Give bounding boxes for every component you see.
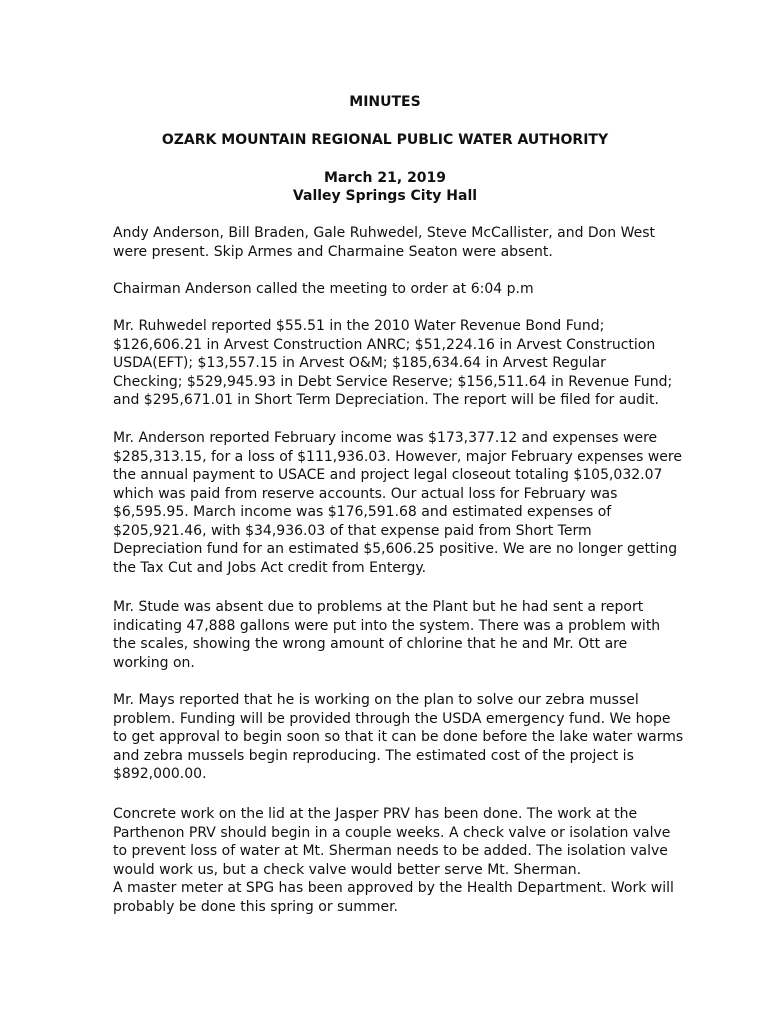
text-line: Mr. Ruhwedel reported $55.51 in the 2010 Water Revenue Bond Fund; xyxy=(113,318,605,334)
text-line: $126,606.21 in Arvest Construction ANRC; $51,224.16 in Arvest Construction xyxy=(113,336,656,353)
text-line: $285,313.15, for a loss of $111,936.03. However, major February expenses were xyxy=(113,448,682,465)
text-line: the scales, showing the wrong amount of chlorine that he and Mr. Ott are xyxy=(113,636,628,652)
text-line: Andy Anderson, Bill Braden, Gale Ruhwedel, Steve McCallister, and Don West xyxy=(113,225,655,241)
text-line: $6,595.95. March income was $176,591.68 and estimated expenses of xyxy=(113,504,612,520)
text-line: to prevent loss of water at Mt. Sherman needs to be added. The isolation valve xyxy=(113,843,668,859)
text-line: the annual payment to USACE and project legal closeout totaling $105,032.07 xyxy=(113,467,663,483)
text-line: Concrete work on the lid at the Jasper PRV has been done. The work at the xyxy=(113,806,638,822)
call-to-order-paragraph xyxy=(113,280,673,299)
text-line: Mr. Anderson reported February income was $173,377.12 and expenses were xyxy=(113,430,658,446)
document-title: MINUTES xyxy=(349,94,421,110)
text-line: Mr. Mays reported that he is working on the plan to solve our zebra mussel xyxy=(113,692,639,708)
text-line: $892,000.00. xyxy=(113,766,207,782)
plant-report-paragraph xyxy=(113,598,673,672)
meeting-location: Valley Springs City Hall xyxy=(292,188,478,204)
text-line: Mr. Stude was absent due to problems at the Plant but he had sent a report xyxy=(113,599,644,615)
text-line: Depreciation fund for an estimated $5,606.25 positive. We are no longer getting xyxy=(113,541,678,557)
organization-name: OZARK MOUNTAIN REGIONAL PUBLIC WATER AUTHORITY xyxy=(161,132,609,148)
meeting-date: March 21, 2019 xyxy=(323,170,447,186)
text-line: problem. Funding will be provided through the USDA emergency fund. We hope xyxy=(113,710,671,727)
text-line: Parthenon PRV should begin in a couple weeks. A check valve or isolation valve xyxy=(113,824,671,841)
text-line: which was paid from reserve accounts. Our actual loss for February was xyxy=(113,485,618,502)
text-line: and $295,671.01 in Short Term Depreciation. The report will be filed for audit. xyxy=(113,392,659,408)
text-line: A master meter at SPG has been approved by the Health Department. Work will xyxy=(113,880,674,896)
text-line: were present. Skip Armes and Charmaine Seaton were absent. xyxy=(113,243,553,260)
text-line: working on. xyxy=(113,654,195,671)
text-line: to get approval to begin soon so that it can be done before the lake water warms xyxy=(113,729,684,745)
text-line: Chairman Anderson called the meeting to order at 6:04 p.m xyxy=(113,281,534,297)
prv-work-paragraph xyxy=(113,805,673,916)
text-line: Checking; $529,945.93 in Debt Service Reserve; $156,511.64 in Revenue Fund; xyxy=(113,373,673,390)
text-line: USDA(EFT); $13,557.15 in Arvest O&M; $185,634.64 in Arvest Regular xyxy=(113,355,606,371)
text-line: would work us, but a check valve would better serve Mt. Sherman. xyxy=(113,861,582,878)
financial-report-paragraph xyxy=(113,429,682,577)
text-line: $205,921.46, with $34,936.03 of that expense paid from Short Term xyxy=(113,522,592,539)
text-line: probably be done this spring or summer. xyxy=(113,898,398,915)
attendance-paragraph xyxy=(113,224,673,261)
zebra-mussel-paragraph xyxy=(113,691,684,784)
treasurer-report-paragraph xyxy=(113,317,673,410)
text-line: indicating 47,888 gallons were put into the system. There was a problem with xyxy=(113,617,661,634)
text-line: the Tax Cut and Jobs Act credit from Entergy. xyxy=(113,559,427,576)
text-line: and zebra mussels begin reproducing. The estimated cost of the project is xyxy=(113,747,634,764)
